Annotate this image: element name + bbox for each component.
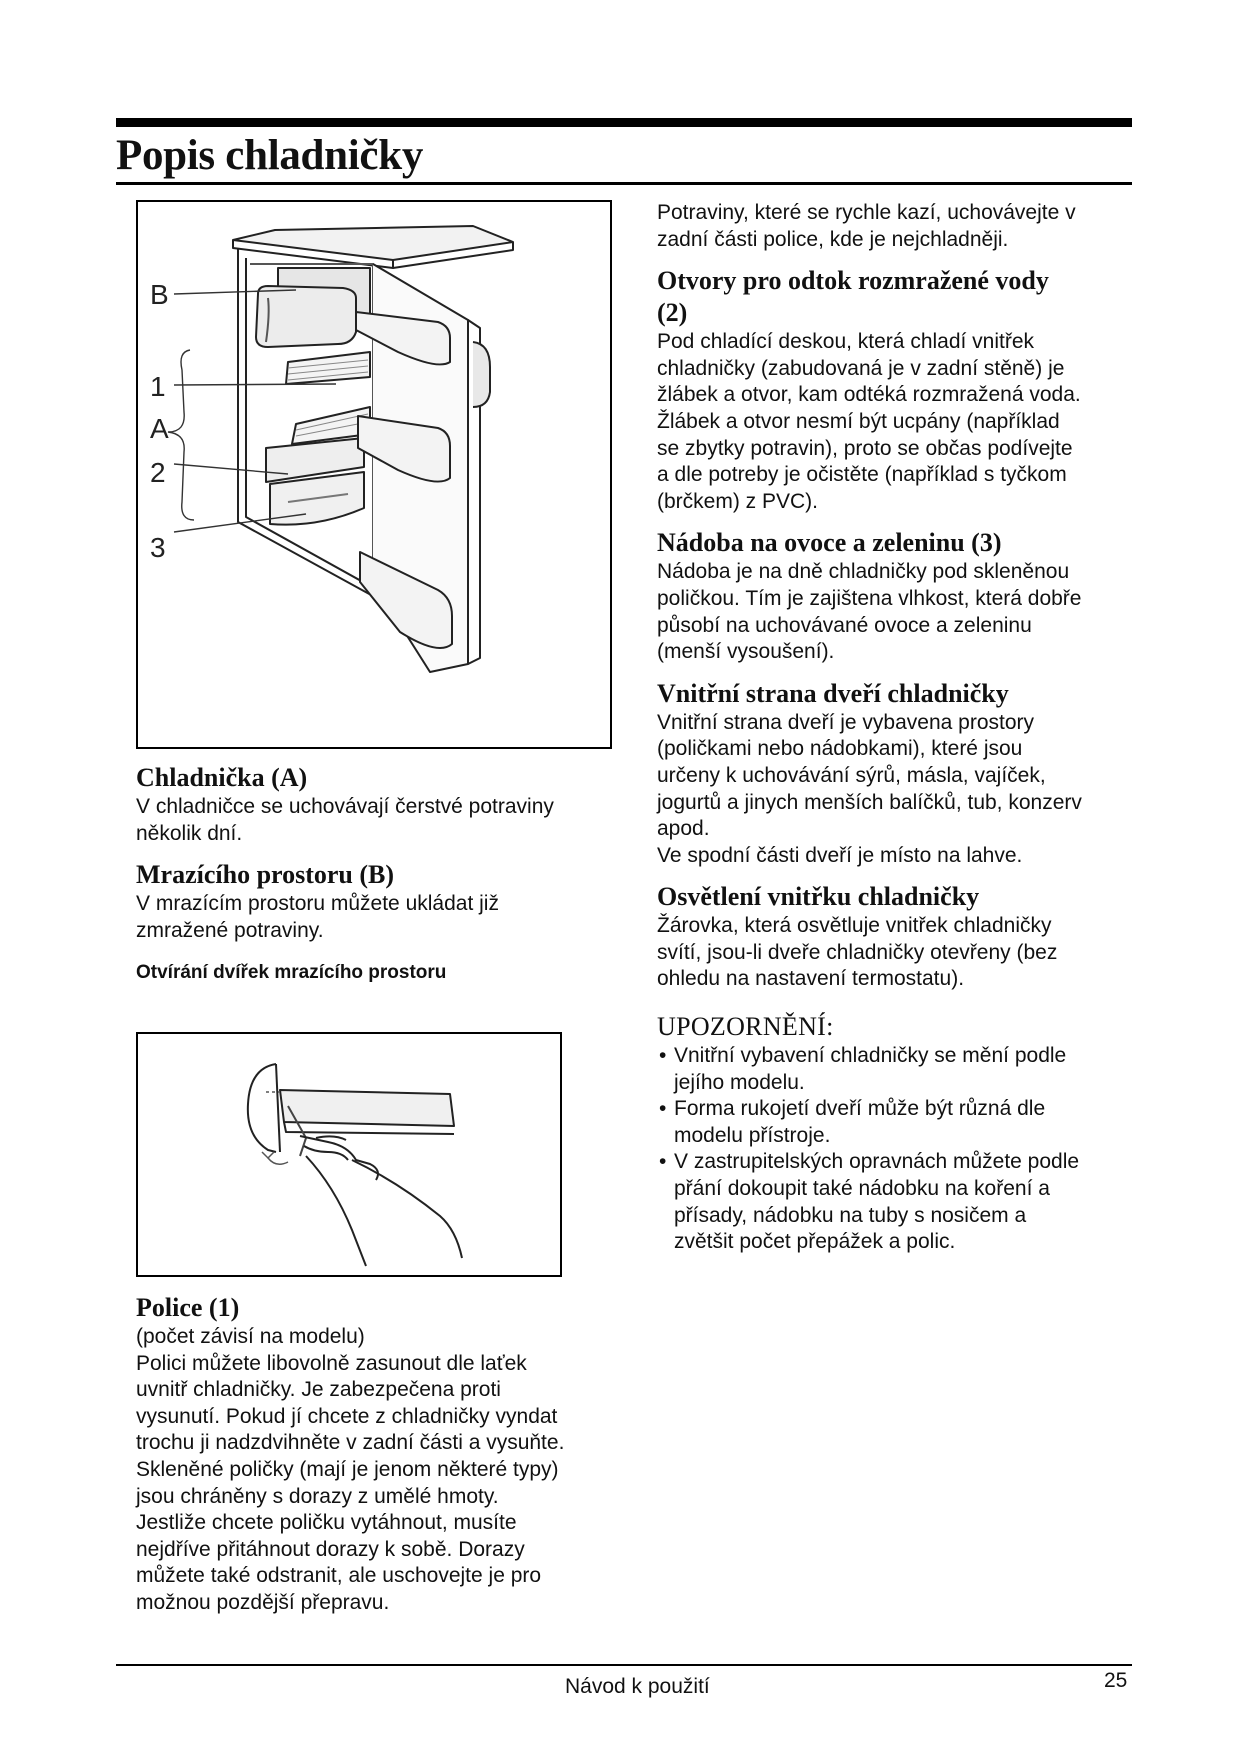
section-text-line: (brčkem) z PVC). — [657, 489, 819, 513]
label-A: A — [150, 413, 169, 444]
footer-label: Návod k použití — [565, 1675, 710, 1698]
intro-text-line: zadní části police, kde je nejchladněji. — [657, 227, 1009, 251]
section-text-line: Nádoba je na dně chladničky pod skleněnou — [657, 560, 1070, 584]
section-text-line: Skleněné poličky (mají je jenom některé typy) — [136, 1457, 559, 1481]
section-text-line: jsou chráněny s dorazy z umělé hmoty. — [136, 1484, 499, 1508]
section-text-line: Polici můžete libovolně zasunout dle laťek — [136, 1351, 527, 1375]
warning-item-line: modelu přístroje. — [674, 1123, 831, 1147]
section-text-line: V chladničce se uchovávají čerstvé potraviny — [136, 795, 554, 818]
section-heading-door-inside: Vnitřní strana dveří chladničky — [657, 678, 1009, 708]
section-text-line: chladničky (zabudovaná je v zadní stěně) je — [657, 356, 1065, 380]
section-text-line: Pod chladící deskou, která chladí vnitřek — [657, 330, 1035, 354]
warning-item-line: přání dokoupit také nádobku na koření a — [674, 1177, 1050, 1201]
warning-item-line: přísady, nádobku na tuby s nosičem a — [674, 1203, 1027, 1227]
label-3: 3 — [150, 532, 166, 563]
header-rule-thin — [116, 182, 1132, 185]
section-text-line: Vnitřní strana dveří je vybavena prostory — [657, 710, 1035, 734]
section-text-line: působí na uchovávané ovoce a zeleninu — [657, 613, 1032, 637]
warning-item — [657, 1149, 1137, 1255]
section-text-line: několik dní. — [136, 821, 243, 845]
warning-item-line: zvětšit počet přepážek a polic. — [674, 1230, 956, 1254]
freezer-door-illustration — [138, 1034, 560, 1275]
section-text-line: Žárovka, která osvětluje vnitřek chladničky — [657, 914, 1052, 938]
left-column-lower — [136, 1292, 636, 1617]
section-text-line: poličkou. Tím je zajištena vlhkost, která dobře — [657, 586, 1082, 610]
label-1: 1 — [150, 371, 166, 402]
section-text-line: zmražené potraviny. — [136, 918, 324, 942]
label-B: B — [150, 279, 169, 310]
page-number: 25 — [1104, 1669, 1128, 1692]
section-text-line: (poličkami nebo nádobkami), které jsou — [657, 737, 1023, 761]
warning-item-line: Forma rukojetí dveří může být různá dle — [674, 1097, 1046, 1121]
subheading-freezer-door: Otvírání dvířek mrazícího prostoru — [136, 962, 447, 984]
section-heading-fridge: Chladnička (A) — [136, 763, 308, 792]
section-text-line: jogurtů a jinych menších balíčků, tub, konzerv — [657, 790, 1082, 814]
section-text-line: Jestliže chcete poličku vytáhnout, musíte — [136, 1511, 517, 1535]
section-heading-shelf: Police (1) — [136, 1293, 240, 1322]
warning-item-line: V zastrupitelských opravnách můžete podle — [674, 1150, 1080, 1174]
section-text-line: uvnitř chladničky. Je zabezpečena proti — [136, 1378, 501, 1402]
section-text-line: možnou pozdější přepravu. — [136, 1590, 390, 1614]
section-heading-freezer: Mrazícího prostoru (B) — [136, 860, 395, 890]
section-text-line: se zbytky potravin), proto se občas podívejte — [657, 436, 1073, 460]
section-text-line: vysunutí. Pokud jí chcete z chladničky vyndat — [136, 1404, 558, 1428]
section-text-line: nejdříve přitáhnout dorazy k sobě. Dorazy — [136, 1537, 525, 1561]
section-heading-defrost-drain-number: (2) — [657, 298, 688, 328]
right-column — [657, 200, 1137, 1256]
left-column-upper — [136, 762, 626, 986]
fridge-illustration — [138, 202, 610, 747]
warning-list — [657, 1043, 1137, 1256]
intro-text-line: Potraviny, které se rychle kazí, uchovávejte v — [657, 201, 1076, 224]
section-text-line: V mrazícím prostoru můžete ukládat již — [136, 892, 499, 916]
section-text-line: ohledu na nastavení termostatu). — [657, 967, 965, 991]
warning-item — [657, 1043, 1137, 1096]
fridge-diagram — [136, 200, 612, 749]
section-text-line: (menší vysoušení). — [657, 640, 835, 664]
section-text-line: můžete také odstranit, ale uschovejte je pro — [136, 1564, 542, 1588]
freezer-door-diagram — [136, 1032, 562, 1277]
section-text-line: určeny k uchovávání sýrů, másla, vajíček, — [657, 763, 1046, 787]
warning-item-line: jejího modelu. — [674, 1070, 805, 1094]
page-title: Popis chladničky — [116, 132, 424, 179]
footer-rule — [116, 1664, 1132, 1666]
warning-item-line: Vnitřní vybavení chladničky se mění podle — [674, 1044, 1067, 1068]
header-rule-thick — [116, 118, 1132, 127]
section-heading-defrost-drain: Otvory pro odtok rozmražené vody — [657, 266, 1049, 296]
section-text-line: Žlábek a otvor nesmí být ucpány (například — [657, 409, 1060, 433]
section-text-line: a dle potreby je očistěte (například s tyčkom — [657, 463, 1067, 487]
warning-item — [657, 1096, 1137, 1149]
section-text-line: (počet závisí na modelu) — [136, 1325, 365, 1348]
label-2: 2 — [150, 457, 166, 488]
section-text-line: trochu ji nadzdvihněte v zadní části a vysuňte. — [136, 1431, 565, 1455]
section-text-line: žlábek a otvor, kam odtéká rozmražená voda. — [657, 383, 1081, 407]
section-heading-lighting: Osvětlení vnitřku chladničky — [657, 882, 980, 912]
section-heading-crisper: Nádoba na ovoce a zeleninu (3) — [657, 528, 1002, 558]
warning-heading: UPOZORNĚNÍ: — [657, 1012, 834, 1042]
section-text-line: svítí, jsou-li dveře chladničky otevřeny (bez — [657, 940, 1058, 964]
section-text-line: Ve spodní části dveří je místo na lahve. — [657, 843, 1023, 867]
section-text-line: apod. — [657, 817, 710, 841]
